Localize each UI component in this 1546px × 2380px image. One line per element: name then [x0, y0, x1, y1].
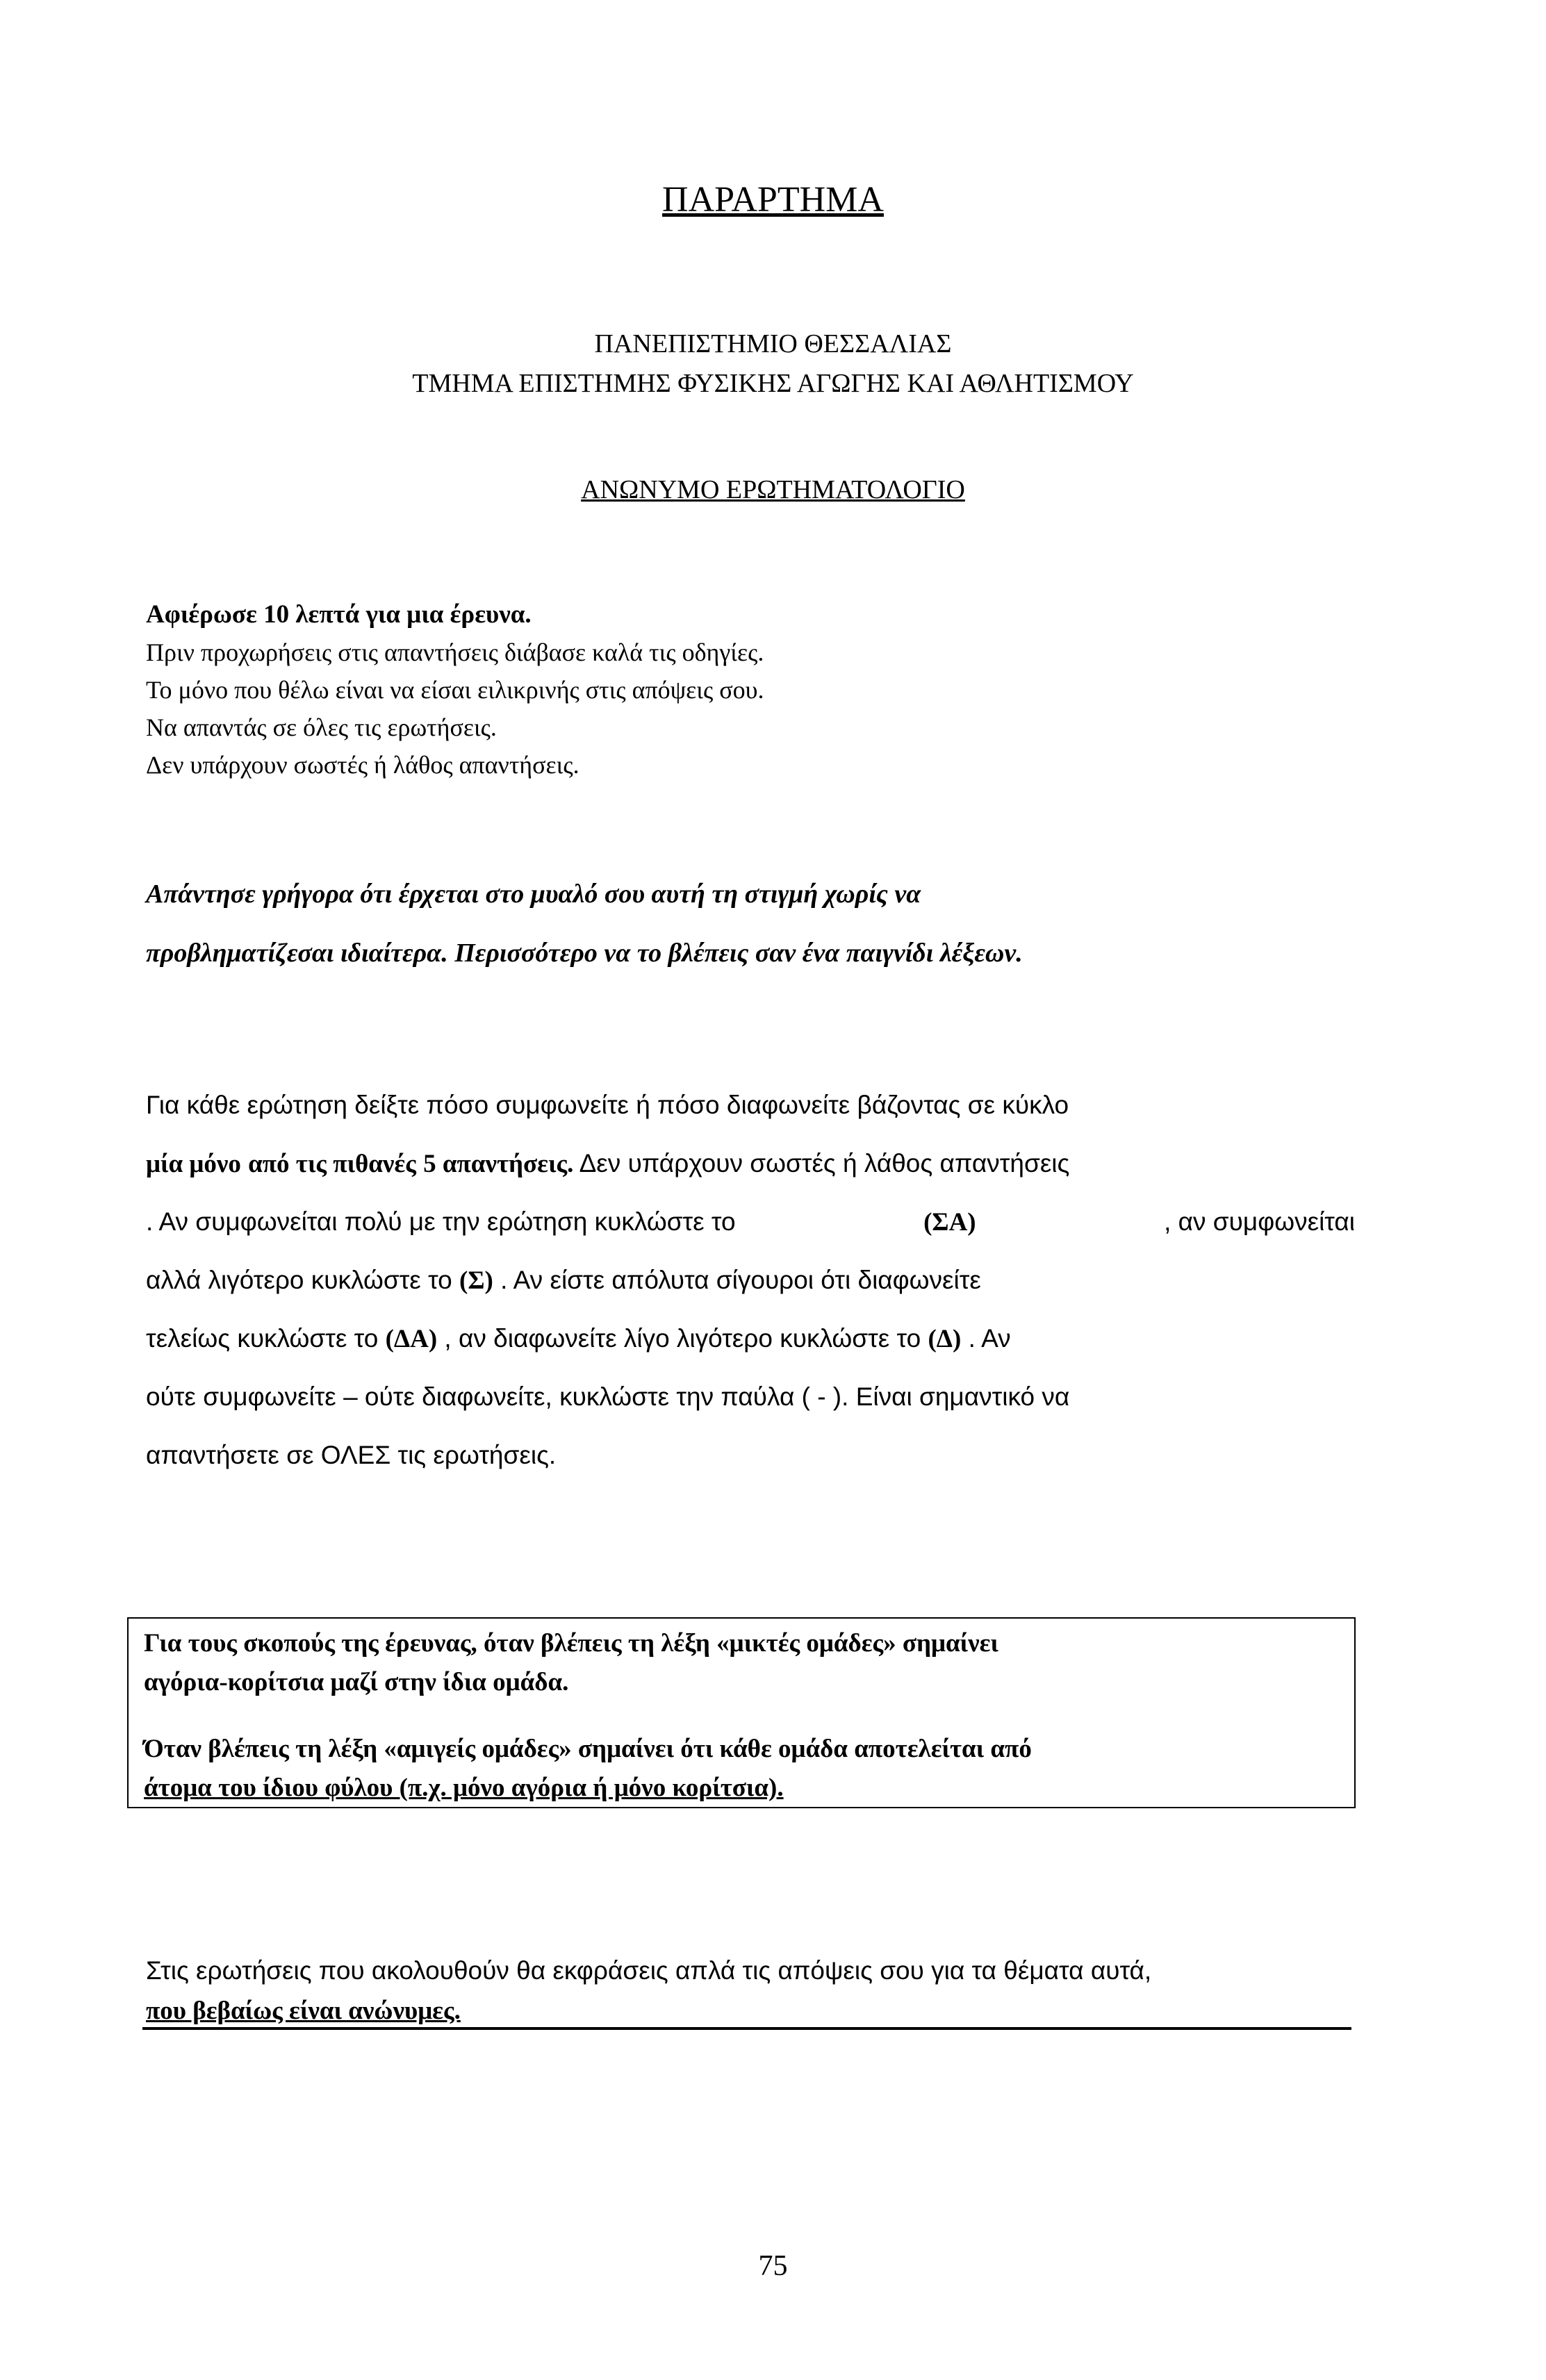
instruction-line: Να απαντάς σε όλες τις ερωτήσεις.: [146, 713, 497, 741]
scale-line: [146, 1266, 1355, 1324]
closing-line: Στις ερωτήσεις που ακολουθούν θα εκφράσεις απλά τις απόψεις σου για τα θέματα αυτά,: [146, 1956, 1152, 1985]
page-number: 75: [758, 2250, 788, 2282]
code-sa: (ΣΑ): [923, 1208, 976, 1237]
emphasis: 5 απαντήσεις.: [423, 1150, 574, 1178]
box-line: άτομα του ίδιου φύλου (π.χ. μόνο αγόρια ή μόνο κορίτσια).: [144, 1774, 784, 1802]
scale-line: ούτε συμφωνείτε – ούτε διαφωνείτε, κυκλώστε την παύλα ( - ). Είναι σημαντικό να: [146, 1382, 1070, 1411]
quick-answer-line: Απάντησε γρήγορα ότι έρχεται στο μυαλό σου αυτή τη στιγμή χωρίς να: [146, 879, 921, 909]
code-da: (ΔΑ): [385, 1325, 438, 1353]
text: . Αν συμφωνείται πολύ με την ερώτηση κυκλώστε το: [146, 1207, 736, 1236]
scale-line: [146, 1207, 1355, 1266]
text: αλλά λιγότερο κυκλώστε το: [146, 1266, 452, 1294]
scale-instructions: [146, 1091, 1355, 1499]
box-line: αγόρια-κορίτσια μαζί στην ίδια ομάδα.: [144, 1668, 569, 1696]
instruction-line: Αφιέρωσε 10 λεπτά για μια έρευνα.: [146, 600, 532, 629]
emphasis: από τις πιθανές: [248, 1150, 416, 1178]
instruction-line: Το μόνο που θέλω είναι να είσαι ειλικρινής στις απόψεις σου.: [146, 676, 764, 704]
university-name: ΠΑΝΕΠΙΣΤΗΜΙΟ ΘΕΣΣΑΛΙΑΣ: [594, 329, 952, 358]
divider: [142, 2027, 1351, 2030]
closing-note: [146, 1951, 1355, 2031]
appendix-heading: ΠΑΡΑΡΤΗΜΑ: [662, 180, 884, 220]
text: . Αν είστε απόλυτα σίγουροι ότι διαφωνείτε: [500, 1266, 981, 1294]
department-name: ΤΜΗΜΑ ΕΠΙΣΤΗΜΗΣ ΦΥΣΙΚΗΣ ΑΓΩΓΗΣ ΚΑΙ ΑΘΛΗΤΙΣΜΟΥ: [412, 369, 1134, 398]
code-d: (Δ): [928, 1325, 962, 1353]
quick-answer-note: [146, 865, 1023, 983]
form-title: ΑΝΩΝΥΜΟ ΕΡΩΤΗΜΑΤΟΛΟΓΙΟ: [581, 475, 965, 504]
box-line: Όταν βλέπεις τη λέξη «αμιγείς ομάδες» σημαίνει ότι κάθε ομάδα αποτελείται από: [144, 1735, 1032, 1763]
instructions-list: [146, 596, 764, 784]
emphasis: μία μόνο: [146, 1150, 241, 1178]
text: . Αν: [968, 1324, 1011, 1353]
instruction-line: Δεν υπάρχουν σωστές ή λάθος απαντήσεις.: [146, 751, 579, 779]
code-s: (Σ): [459, 1266, 493, 1295]
text: , αν διαφωνείτε λίγο λιγότερο κυκλώστε το: [444, 1324, 921, 1353]
text: Δεν υπάρχουν σωστές ή λάθος απαντήσεις: [579, 1149, 1070, 1177]
scale-line: [146, 1324, 1355, 1382]
instruction-line: Πριν προχωρήσεις στις απαντήσεις διάβασε καλά τις οδηγίες.: [146, 638, 764, 666]
box-line: Για τους σκοπούς της έρευνας, όταν βλέπεις τη λέξη «μικτές ομάδες» σημαίνει: [144, 1629, 998, 1658]
definitions-box: [127, 1617, 1356, 1808]
closing-line: που βεβαίως είναι ανώνυμες.: [146, 1997, 461, 2025]
scale-line: [146, 1149, 1355, 1207]
text: τελείως κυκλώστε το: [146, 1324, 379, 1353]
quick-answer-line: προβληματίζεσαι ιδιαίτερα. Περισσότερο να το βλέπεις σαν ένα παιγνίδι λέξεων.: [146, 939, 1023, 968]
scale-line: Για κάθε ερώτηση δείξτε πόσο συμφωνείτε ή πόσο διαφωνείτε βάζοντας σε κύκλο: [146, 1091, 1069, 1119]
scale-line: απαντήσετε σε ΟΛΕΣ τις ερωτήσεις.: [146, 1441, 557, 1469]
text: , αν συμφωνείται: [1164, 1207, 1355, 1236]
